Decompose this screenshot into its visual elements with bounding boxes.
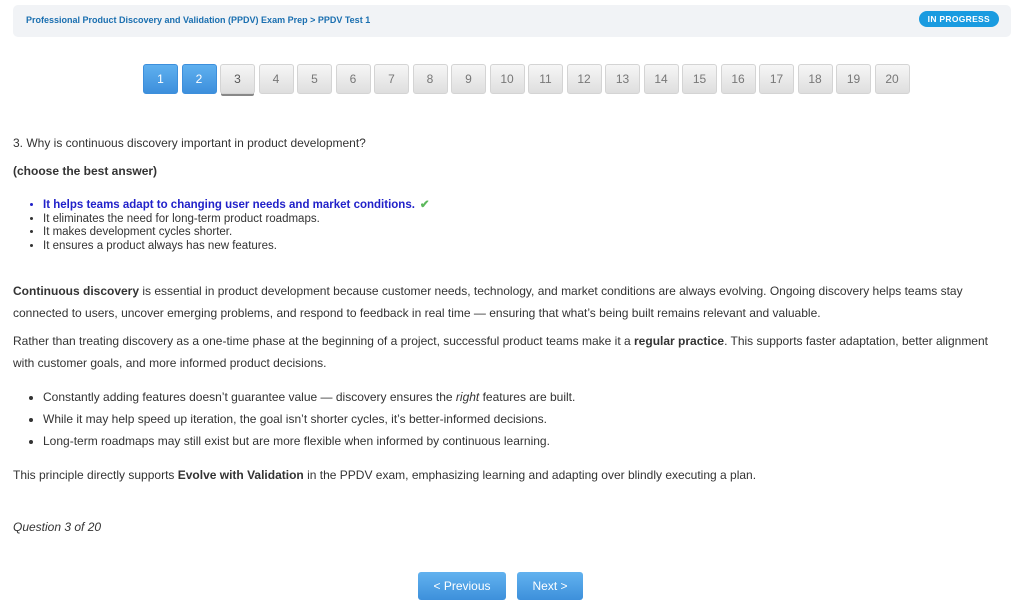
status-badge: IN PROGRESS [919,11,999,27]
question-page-4[interactable]: 4 [259,64,294,94]
text: Rather than treating discovery as a one-time phase at the beginning of a project, successful product teams make it a [13,334,635,348]
header-bar [13,5,1011,37]
question-page-3[interactable]: 3 [220,64,255,94]
answer-hint: (choose the best answer) [13,164,158,178]
text: . This supports faster adaptation, better alignment with customer goals, and more informed product decisions. [13,334,988,370]
previous-button[interactable]: < Previous [418,572,506,600]
answer-label: It helps teams adapt to changing user needs and market conditions. [43,199,415,211]
answer-option: • It makes development cycles shorter. [43,226,430,240]
answer-option-correct [43,199,430,213]
explanation-paragraph [13,330,1011,374]
question-page-5[interactable]: 5 [297,64,332,94]
next-button[interactable]: Next > [517,572,583,600]
checkmark-icon: ✔ [419,199,430,211]
answer-option: • It ensures a product always has new features. [43,240,430,254]
question-page-9[interactable]: 9 [451,64,486,94]
text: in the PPDV exam, emphasizing learning and adapting over blindly executing a plan. [303,468,757,482]
question-page-16[interactable]: 16 [721,64,756,94]
bold-term: Continuous discovery [13,284,140,298]
question-page-20[interactable]: 20 [875,64,910,94]
text: is essential in product development because customer needs, technology, and market conditions are always evolving. Ongoing discovery helps teams stay connected to users, uncover emerging problems, and respond to feedback in real time — ensuring that what’s being built remains relevant and valuable. [13,284,963,320]
question-text: 3. Why is continuous discovery important in product development? [13,136,366,150]
bold-term: regular practice [634,334,725,348]
breadcrumb[interactable]: Professional Product Discovery and Validation (PPDV) Exam Prep > PPDV Test 1 [26,15,371,25]
bullet: • While it may help speed up iteration, the goal isn’t shorter cycles, it’s better-informed decisions. [43,408,1011,430]
explanation-paragraph [13,280,1011,324]
question-page-18[interactable]: 18 [798,64,833,94]
text: features are built. [479,390,576,404]
question-counter: Question 3 of 20 [13,520,102,534]
bold-term: Evolve with Validation [177,468,304,482]
text: Constantly adding features doesn’t guarantee value — discovery ensures the [43,390,456,404]
question-page-6[interactable]: 6 [336,64,371,94]
question-page-11[interactable]: 11 [528,64,563,94]
question-page-10[interactable]: 10 [490,64,525,94]
question-page-12[interactable]: 12 [567,64,602,94]
question-page-19[interactable]: 19 [836,64,871,94]
question-page-2[interactable]: 2 [182,64,217,94]
explanation-bullets [13,386,1011,452]
question-page-13[interactable]: 13 [605,64,640,94]
emphasis: right [455,390,480,404]
bullet: • Long-term roadmaps may still exist but are more flexible when informed by continuous learning. [43,430,1011,452]
explanation-paragraph [13,464,1011,486]
bullet [43,386,1011,408]
question-page-14[interactable]: 14 [644,64,679,94]
question-page-8[interactable]: 8 [413,64,448,94]
answer-option: • It eliminates the need for long-term product roadmaps. [43,213,430,227]
question-page-17[interactable]: 17 [759,64,794,94]
question-page-1[interactable]: 1 [143,64,178,94]
answer-list [43,199,430,253]
question-page-7[interactable]: 7 [374,64,409,94]
question-pager [143,64,910,94]
text: This principle directly supports [13,468,178,482]
question-page-15[interactable]: 15 [682,64,717,94]
